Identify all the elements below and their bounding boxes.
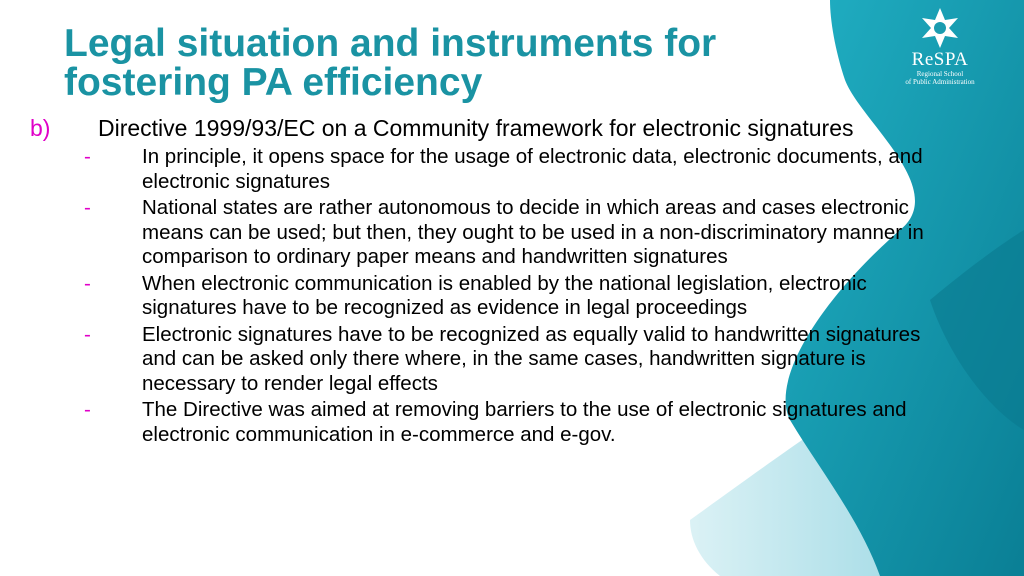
star-emblem-icon — [918, 6, 962, 50]
bullet-text: National states are rather autonomous to decide in which areas and cases electronic means can be used; but then, they ought to be used in a non-discriminatory manner in comparison to ordinary paper means and handwritten signatures — [142, 196, 924, 268]
bullet-item — [30, 398, 930, 447]
bullet-dash: - — [84, 398, 91, 421]
bullet-text: When electronic communication is enabled by the national legislation, electronic signatures have to be recognized as evidence in legal proceedings — [142, 271, 867, 319]
logo-name: ReSPA — [911, 49, 969, 70]
respa-logo — [888, 6, 992, 98]
bullet-dash: - — [84, 271, 91, 295]
logo-subtitle-line1: Regional School — [916, 70, 964, 78]
item-marker: b) — [30, 115, 51, 141]
list-item-b — [30, 116, 930, 141]
bullet-item — [30, 145, 930, 194]
bullet-dash: - — [84, 145, 91, 168]
bullet-dash: - — [84, 196, 91, 219]
sub-bullet-list — [30, 145, 930, 447]
slide-body — [30, 116, 930, 449]
item-text: Directive 1999/93/EC on a Community framework for electronic signatures — [98, 115, 854, 141]
bullet-item — [30, 196, 930, 270]
bullet-text: Electronic signatures have to be recognized as equally valid to handwritten signatures and can be asked only there where, in the same cases, handwritten signature is necessary to render legal effects — [142, 322, 921, 395]
bullet-text: The Directive was aimed at removing barriers to the use of electronic signatures and electronic communication in e-commerce and e-gov. — [142, 398, 907, 446]
slide-title: Legal situation and instruments for fostering PA efficiency — [64, 22, 717, 104]
bullet-item — [30, 323, 930, 397]
bullet-item — [30, 272, 930, 321]
logo-subtitle-line2: of Public Administration — [905, 78, 975, 86]
bullet-dash: - — [84, 322, 91, 346]
bullet-text: In principle, it opens space for the usage of electronic data, electronic documents, and electronic signatures — [142, 145, 923, 193]
